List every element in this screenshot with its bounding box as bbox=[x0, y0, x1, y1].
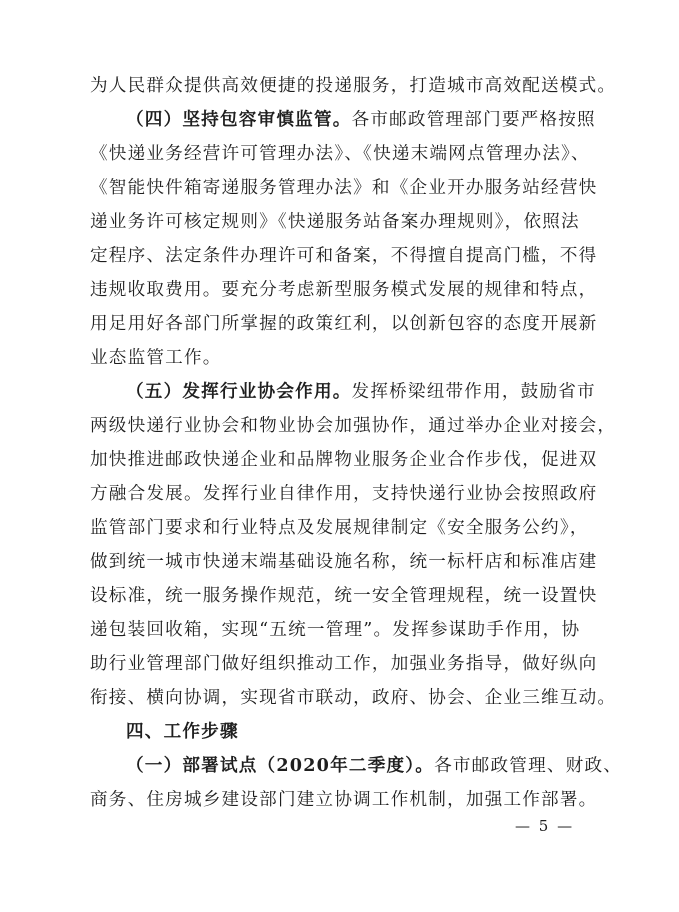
paragraph-line bbox=[126, 754, 626, 778]
paragraph-line: 业态监管工作。 bbox=[90, 348, 222, 368]
paragraph-line: 为人民群众提供高效便捷的投递服务，打造城市高效配送模式。 bbox=[90, 76, 617, 96]
section-heading-5: （五）发挥行业协会作用。 bbox=[126, 381, 352, 402]
paragraph-line: 助行业管理部门做好组织推动工作，加强业务指导，做好纵向 bbox=[90, 654, 598, 674]
paragraph-line: 监管部门要求和行业特点及发展规律制定《安全服务公约》， bbox=[90, 518, 589, 538]
paragraph-line bbox=[126, 108, 626, 132]
page-number: — 5 — bbox=[515, 817, 575, 835]
paragraph-line: 两级快递行业协会和物业协会加强协作，通过举办企业对接会， bbox=[90, 416, 617, 436]
paragraph-line: 递业务许可核定规则》《快递服务站备案办理规则》，依照法 bbox=[90, 212, 580, 232]
paragraph-line: 《智能快件箱寄递服务管理办法》和《企业开办服务站经营快 bbox=[90, 178, 598, 198]
section-heading-steps: 四、工作步骤 bbox=[126, 722, 239, 742]
paragraph-line bbox=[126, 380, 626, 404]
section-heading-4: （四）坚持包容审慎监管。 bbox=[126, 109, 352, 130]
subsection-heading-1: （一）部署试点（2020年二季度）。 bbox=[126, 755, 435, 776]
paragraph-line: 递包装回收箱，实现“五统一管理”。发挥参谋助手作用，协 bbox=[90, 620, 581, 640]
paragraph-line: 设标准，统一服务操作规范，统一安全管理规程，统一设置快 bbox=[90, 586, 598, 606]
paragraph-line: 做到统一城市快递末端基础设施名称，统一标杆店和标准店建 bbox=[90, 552, 598, 572]
paragraph-line: 衔接、横向协调，实现省市联动，政府、协会、企业三维互动。 bbox=[90, 688, 617, 708]
paragraph-line: 加快推进邮政快递企业和品牌物业服务企业合作步伐，促进双 bbox=[90, 450, 598, 470]
paragraph-line: 《快递业务经营许可管理办法》、《快递末端网点管理办法》、 bbox=[90, 144, 590, 164]
paragraph-text: 各市邮政管理、财政、 bbox=[434, 756, 623, 776]
paragraph-line: 商务、住房城乡建设部门建立协调工作机制，加强工作部署。 bbox=[90, 790, 598, 810]
paragraph-line: 违规收取费用。要充分考虑新型服务模式发展的规律和特点， bbox=[90, 280, 598, 300]
paragraph-line: 方融合发展。发挥行业自律作用，支持快递行业协会按照政府 bbox=[90, 484, 598, 504]
paragraph-text: 各市邮政管理部门要严格按照 bbox=[351, 110, 596, 130]
paragraph-line: 定程序、法定条件办理许可和备案，不得擅自提高门槛，不得 bbox=[90, 246, 598, 266]
paragraph-line: 用足用好各部门所掌握的政策红利，以创新包容的态度开展新 bbox=[90, 314, 598, 334]
paragraph-text: 发挥桥梁纽带作用，鼓励省市 bbox=[351, 382, 596, 402]
